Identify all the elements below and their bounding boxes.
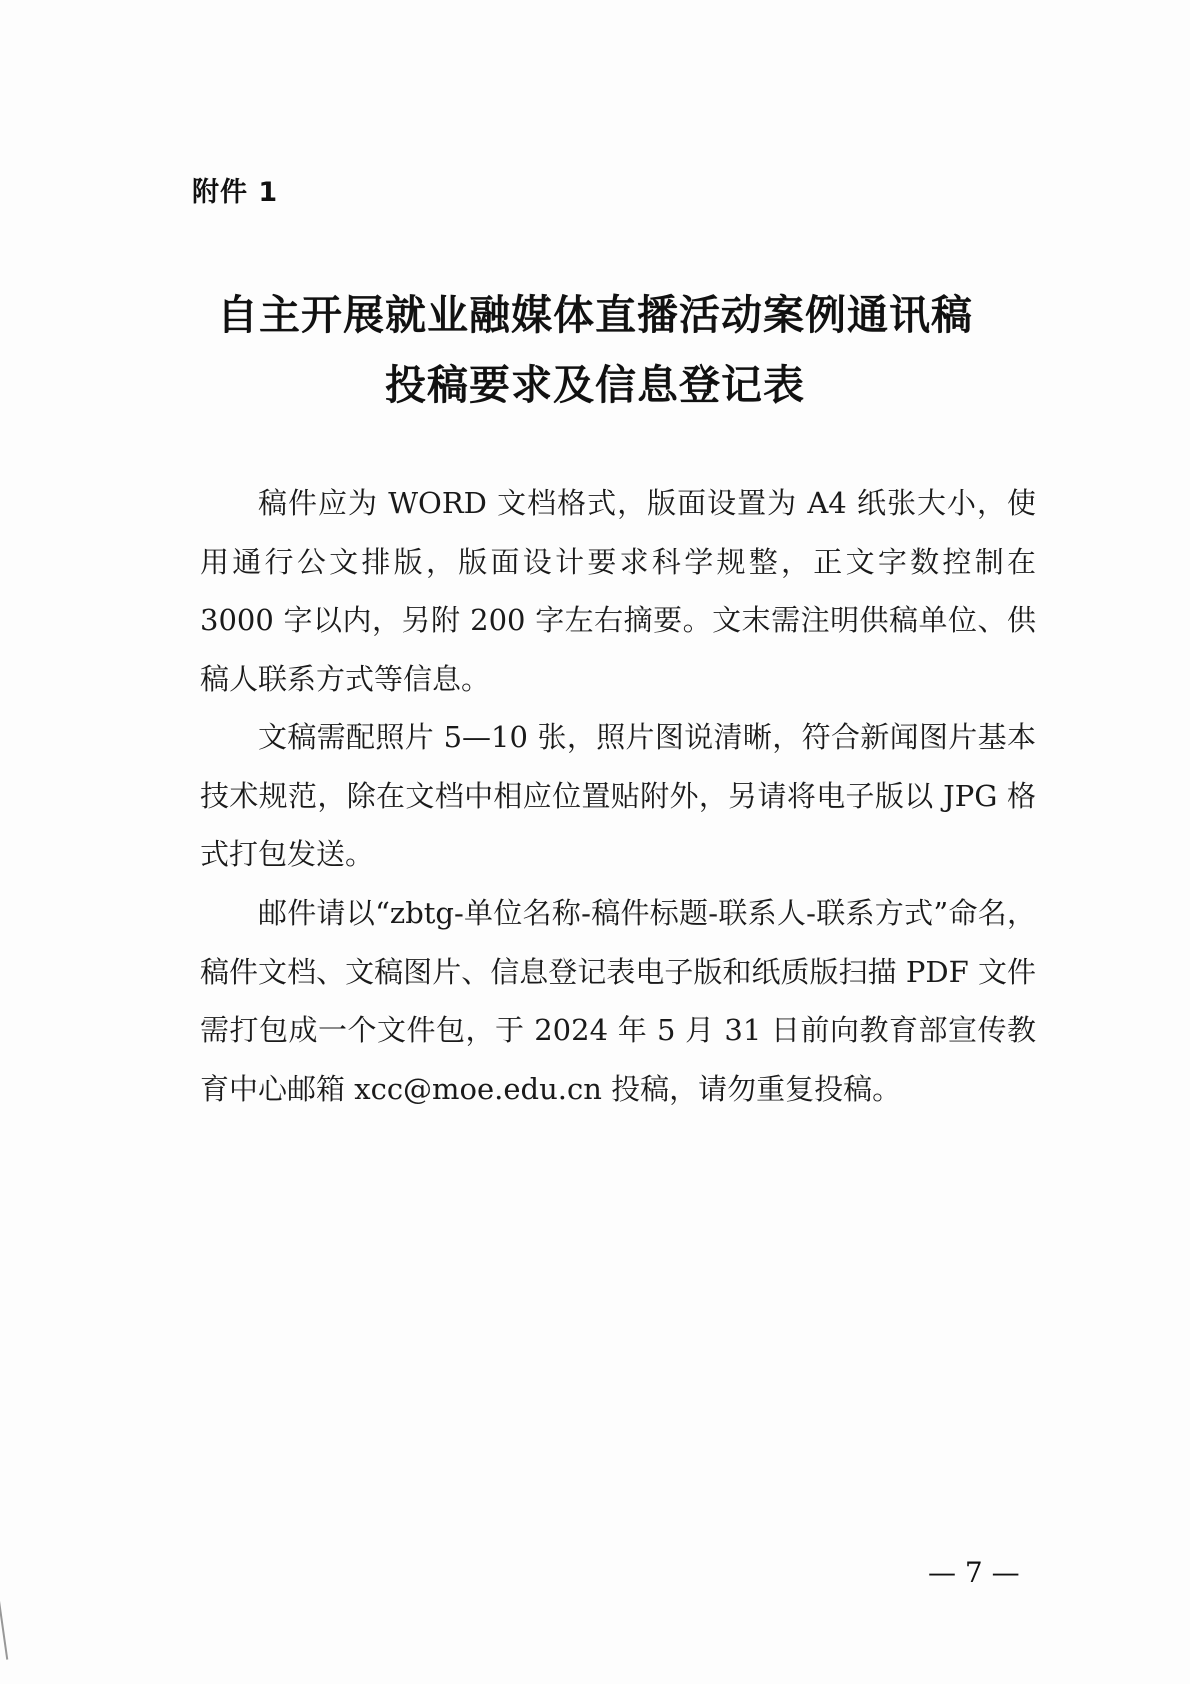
scan-artifact-line	[0, 1570, 8, 1659]
attachment-label: 附件 1	[192, 177, 279, 208]
body-paragraph: 邮件请以“zbtg-单位名称-稿件标题-联系人-联系方式”命名，稿件文档、文稿图片、信息登记表电子版和纸质版扫描 PDF 文件需打包成一个文件包，于 2024 年 5 月 31 日前向教育部宣传教育中心邮箱 xcc@moe.edu.cn 投稿，请勿重复投稿。	[200, 896, 1036, 1106]
body-paragraph: 稿件应为 WORD 文档格式，版面设置为 A4 纸张大小，使用通行公文排版，版面设计要求科学规整，正文字数控制在 3000 字以内，另附 200 字左右摘要。文末需注明供稿单位、供稿人联系方式等信息。	[200, 486, 1036, 696]
document-title-line-2: 投稿要求及信息登记表	[385, 361, 805, 409]
body-paragraph: 文稿需配照片 5—10 张，照片图说清晰，符合新闻图片基本技术规范，除在文档中相应位置贴附外，另请将电子版以 JPG 格式打包发送。	[200, 720, 1036, 871]
document-title-line-1: 自主开展就业融媒体直播活动案例通讯稿	[217, 291, 973, 339]
page-number: — 7 —	[928, 1556, 1020, 1589]
